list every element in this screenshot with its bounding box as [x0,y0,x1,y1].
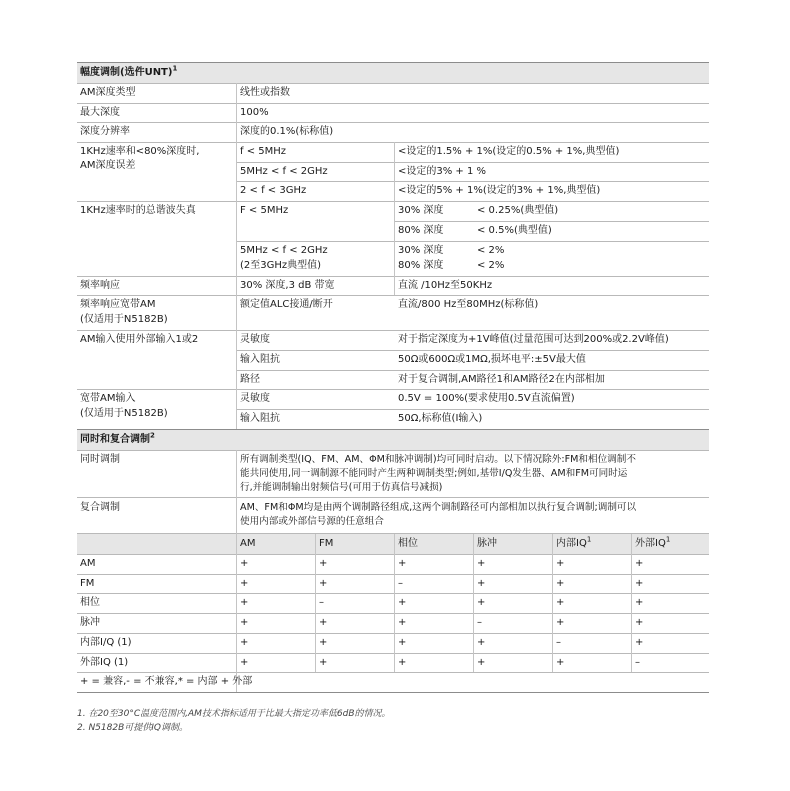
matrix-row-label: 脉冲 [80,617,100,628]
rule [236,370,709,371]
matrix-cell: + [398,597,407,608]
rule [77,633,709,634]
matrix-cell: – [635,657,640,668]
rule [236,241,709,242]
rule [77,103,709,104]
wideband-input-param: 输入阻抗 [240,413,280,424]
ext-input-param: 路径 [240,374,260,385]
am-section-title: 幅度调制(选件UNT)$^1$ [80,64,178,78]
matrix-cell: + [319,578,328,589]
rule [77,295,709,296]
rule [236,350,709,351]
matrix-cell: + [635,617,644,628]
rule [77,574,709,575]
depth-error-label: 1KHz速率和<80%深度时, [80,146,200,157]
max-depth-value: 100% [240,107,269,118]
matrix-col-header: 脉冲 [477,538,497,549]
matrix-cell: – [319,597,324,608]
wideband-input-label: 宽带AM输入 [80,393,136,404]
matrix-cell: – [477,617,482,628]
matrix-header-band [77,534,709,554]
distortion-freq-note: (2至3GHz典型值) [240,260,322,271]
matrix-col-header: 内部$IQ^1$ [556,535,592,549]
matrix-cell: – [398,578,403,589]
matrix-cell: + [398,657,407,668]
depth-resolution-value: 深度的0.1%(标称值) [240,126,334,137]
matrix-row-label: 内部I/Q (1) [80,637,132,648]
wideband-input-param: 灵敏度 [240,393,270,404]
col-divider [631,534,632,672]
simultaneous-text: 行,并能调制输出射频信号(可用于仿真信号减损) [240,482,443,493]
depth-error-freq: 5MHz < f < 2GHz [240,166,328,177]
matrix-cell: + [319,657,328,668]
matrix-cell: – [556,637,561,648]
col-divider [236,83,237,429]
matrix-cell: + [477,637,486,648]
distortion-depth: 30% 深度 [398,205,444,216]
matrix-cell: + [635,558,644,569]
matrix-cell: + [240,617,249,628]
depth-type-label: AM深度类型 [80,87,136,98]
matrix-cell: + [319,617,328,628]
matrix-cell: + [556,558,565,569]
distortion-freq: F < 5MHz [240,205,289,216]
distortion-value: < 0.5%(典型值) [477,225,552,236]
ext-input-value: 对于指定深度为+1V峰值(过量范围可达到200%或2.2V峰值) [398,334,669,345]
rule [394,221,709,222]
ext-input-value: 对于复合调制,AM路径1和AM路径2在内部相加 [398,374,605,385]
rule [77,276,709,277]
freq-response-label: 频率响应 [80,280,120,291]
rule [236,181,709,182]
rule [77,330,709,331]
col-divider [394,534,395,672]
wideband-response-label: 频率响应宽带AM [80,299,156,310]
depth-error-value: <设定的1.5% + 1%(设定的0.5% + 1%,典型值) [398,146,620,157]
matrix-cell: + [477,558,486,569]
rule [77,497,709,498]
rule [77,83,709,84]
simultaneous-text: 能共同使用,同一调制源不能同时产生两种调制类型;例如,基带I/Q发生器、AM和FM可同时运 [240,468,628,479]
distortion-depth: 80% 深度 [398,225,444,236]
matrix-cell: + [477,597,486,608]
rule [77,122,709,123]
matrix-cell: + [556,657,565,668]
matrix-cell: + [240,637,249,648]
ext-input-label: AM输入使用外部输入1或2 [80,334,199,345]
rule [77,613,709,614]
wideband-response-note: (仅适用于N5182B) [80,314,168,325]
rule [77,142,709,143]
matrix-cell: + [398,558,407,569]
matrix-col-header: 相位 [398,538,418,549]
matrix-cell: + [398,617,407,628]
matrix-col-header: AM [240,538,256,549]
wideband-input-value: 0.5V = 100%(要求使用0.5V直流偏置) [398,393,575,404]
max-depth-label: 最大深度 [80,107,120,118]
matrix-col-header: 外部$IQ^1$ [635,535,671,549]
depth-error-freq: f < 5MHz [240,146,287,157]
col-divider [315,534,316,672]
wideband-response-condition: 额定值ALC接通/断开 [240,299,333,310]
matrix-cell: + [635,578,644,589]
depth-resolution-label: 深度分辨率 [80,126,130,137]
composite-text: AM、FM和ΦM均是由两个调制路径组成,这两个调制路径可内部相加以执行复合调制;调制可以 [240,502,637,513]
col-divider [552,534,553,672]
simultaneous-label: 同时调制 [80,454,120,465]
rule [77,593,709,594]
col-divider [394,142,395,295]
footnote: 2. N5182B可提供IQ调制。 [77,723,188,733]
distortion-freq: 5MHz < f < 2GHz [240,245,328,256]
rule [77,692,709,693]
distortion-depth: 30% 深度 [398,245,444,256]
ext-input-param: 灵敏度 [240,334,270,345]
matrix-row-label: 外部IQ (1) [80,657,129,668]
col-divider [236,450,237,692]
ext-input-param: 输入阻抗 [240,354,280,365]
matrix-cell: + [635,637,644,648]
matrix-cell: + [240,558,249,569]
depth-error-value: <设定的5% + 1%(设定的3% + 1%,典型值) [398,185,601,196]
matrix-row-label: 相位 [80,597,100,608]
section-header-band [77,430,709,450]
wideband-input-note: (仅适用于N5182B) [80,408,168,419]
matrix-cell: + [635,597,644,608]
matrix-row-label: AM [80,558,96,569]
wideband-input-value: 50Ω,标称值(I输入) [398,413,483,424]
depth-error-label-2: AM深度误差 [80,160,136,171]
freq-response-condition: 30% 深度,3 dB 带宽 [240,280,335,291]
rule [236,409,709,410]
matrix-row-label: FM [80,578,95,589]
rule [77,450,709,451]
rule [77,389,709,390]
matrix-cell: + [319,558,328,569]
simultaneous-text: 所有调制类型(IQ、FM、AM、ΦM和脉冲调制)均可同时启动。以下情况除外:FM和相位调制不 [240,454,636,465]
matrix-cell: + [319,637,328,648]
wideband-response-value: 直流/800 Hz至80MHz(标称值) [398,299,539,310]
distortion-value: < 0.25%(典型值) [477,205,559,216]
matrix-cell: + [398,637,407,648]
rule [77,201,709,202]
col-divider [473,534,474,672]
matrix-cell: + [477,578,486,589]
depth-error-value: <设定的3% + 1 % [398,166,487,177]
distortion-depth: 80% 深度 [398,260,444,271]
footnote: 1. 在20至30°C温度范围内,AM技术指标适用于比最大指定功率低6dB的情况。 [77,709,391,719]
freq-response-value: 直流 /10Hz至50KHz [398,280,493,291]
rule [77,672,709,673]
distortion-value: < 2% [477,260,505,271]
depth-error-freq: 2 < f < 3GHz [240,185,307,196]
matrix-cell: + [240,578,249,589]
simul-section-title: 同时和复合调制$^2$ [80,431,155,445]
matrix-cell: + [477,657,486,668]
composite-text: 使用内部或外部信号源的任意组合 [240,516,384,527]
matrix-cell: + [556,597,565,608]
rule [236,162,709,163]
distortion-value: < 2% [477,245,505,256]
matrix-col-header: FM [319,538,334,549]
distortion-label: 1KHz速率时的总谐波失真 [80,205,196,216]
matrix-cell: + [556,578,565,589]
rule [77,653,709,654]
depth-type-value: 线性或指数 [240,87,290,98]
rule [77,554,709,555]
matrix-cell: + [556,617,565,628]
composite-label: 复合调制 [80,502,120,513]
matrix-legend: + = 兼容,- = 不兼容,* = 内部 + 外部 [80,676,253,687]
matrix-cell: + [240,657,249,668]
ext-input-value: 50Ω或600Ω或1MΩ,损坏电平:±5V最大值 [398,354,586,365]
matrix-cell: + [240,597,249,608]
